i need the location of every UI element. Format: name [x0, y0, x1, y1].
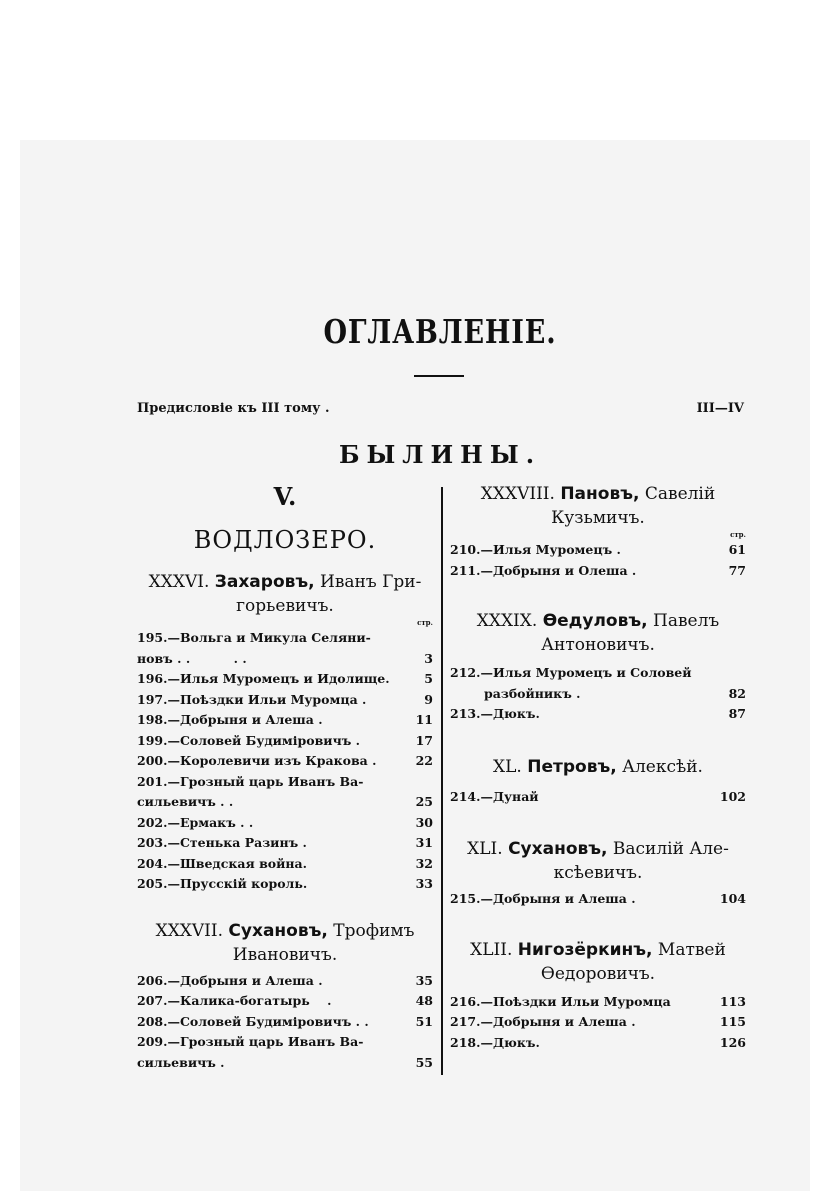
- entry-page: 31: [415, 835, 433, 850]
- page-title: ОГЛАВЛЕНІЕ.: [323, 312, 557, 351]
- list-item: [450, 787, 746, 808]
- entry-title: 214.—Дунай: [450, 788, 539, 804]
- entry-page: 102: [719, 788, 746, 804]
- list-item: [450, 684, 746, 705]
- group-name: Матвей: [652, 939, 726, 960]
- list-item: [137, 874, 433, 895]
- list-item: [450, 540, 746, 561]
- list-item: [137, 772, 433, 793]
- list-item: [137, 669, 433, 690]
- list-item: [450, 889, 746, 910]
- list-item: [137, 813, 433, 834]
- entry-title: сильевичъ . .: [137, 794, 234, 809]
- entry-page: 51: [415, 1013, 433, 1029]
- entry-title: 203.—Стенька Разинъ .: [137, 835, 307, 850]
- entry-title: 218.—Дюкъ.: [450, 1034, 540, 1050]
- entry-title: 216.—Поѣздки Ильи Муромца: [450, 993, 671, 1009]
- group-heading: [137, 919, 433, 943]
- group-heading-line2: горьевичъ.: [236, 596, 334, 616]
- list-item: [450, 1033, 746, 1054]
- group-heading-line2: ксѣевичъ.: [553, 863, 643, 883]
- entry-title: 197.—Поѣздки Ильи Муромца .: [137, 691, 367, 707]
- entry-title: 207.—Калика-богатырь .: [137, 993, 332, 1008]
- group-number: XXXIX.: [476, 611, 538, 631]
- entry-page: 113: [719, 993, 746, 1009]
- entry-title: 210.—Илья Муромецъ .: [450, 542, 621, 557]
- group-name: Иванъ Гри-: [314, 572, 422, 592]
- group-number: XXXVII.: [155, 920, 224, 941]
- region-title: ВОДЛОЗЕРО.: [193, 526, 377, 554]
- list-item: [137, 1032, 433, 1053]
- entry-list: [450, 889, 746, 910]
- page-caption: стр.: [417, 618, 433, 627]
- group-heading: [450, 837, 746, 861]
- entry-title: сильевичъ .: [137, 1054, 225, 1070]
- group-heading: [450, 482, 746, 506]
- title-rule: [414, 375, 464, 377]
- entry-page: 77: [728, 562, 746, 578]
- entry-title: 215.—Добрыня и Алеша .: [450, 891, 636, 906]
- group-name: Павелъ: [647, 611, 720, 631]
- list-item: [450, 704, 746, 725]
- entry-title: 201.—Грозный царь Иванъ Ва-: [137, 773, 364, 789]
- group-heading-line2: Кузьмичъ.: [551, 508, 645, 528]
- list-item: [137, 751, 433, 772]
- list-item: [137, 1012, 433, 1033]
- list-item: [450, 1012, 746, 1033]
- list-item: [137, 991, 433, 1012]
- entry-list: [450, 992, 746, 1054]
- group-name: Трофимъ: [327, 920, 415, 941]
- group-heading: [450, 938, 746, 962]
- list-item: [137, 1053, 433, 1074]
- entry-page: 22: [415, 753, 433, 768]
- entry-title: 199.—Соловей Будиміровичъ .: [137, 732, 361, 748]
- entry-title: 217.—Добрыня и Алеша .: [450, 1014, 636, 1029]
- group-heading: [450, 755, 746, 779]
- group-heading: [450, 609, 746, 633]
- group-heading-line2: Антоновичъ.: [541, 635, 655, 655]
- entry-page: 61: [728, 542, 746, 557]
- entry-title: 204.—Шведская война.: [137, 855, 307, 871]
- right-column: [450, 482, 746, 1053]
- entry-title: 212.—Илья Муромецъ и Соловей: [450, 665, 692, 680]
- entry-page: 17: [415, 732, 433, 748]
- section-title: БЫЛИНЫ.: [338, 440, 542, 469]
- entry-title: 202.—Ермакъ . .: [137, 814, 254, 830]
- list-item: [137, 971, 433, 992]
- group-surname: Пановъ,: [560, 484, 640, 504]
- preface-label: Предисловіе къ III тому .: [137, 401, 330, 416]
- entry-list: [137, 971, 433, 1074]
- entry-list: [450, 663, 746, 725]
- entry-page: 126: [719, 1034, 746, 1050]
- list-item: [137, 854, 433, 875]
- entry-page: 25: [415, 794, 433, 809]
- entry-page: 82: [728, 685, 746, 701]
- list-item: [450, 561, 746, 582]
- entry-list: [450, 540, 746, 581]
- entry-page: 87: [728, 706, 746, 721]
- volume-roman: V.: [273, 482, 297, 511]
- entry-page: 35: [415, 972, 433, 988]
- entry-page: 9: [424, 691, 433, 707]
- list-item: [137, 792, 433, 813]
- group-heading-line2: Ивановичъ.: [232, 944, 338, 965]
- group-surname: Захаровъ,: [214, 572, 315, 592]
- entry-title: 206.—Добрыня и Алеша .: [137, 972, 323, 988]
- group-heading-line2: Ѳедоровичъ.: [540, 963, 656, 984]
- entry-page: 3: [424, 650, 433, 666]
- entry-title: 208.—Соловей Будиміровичъ . .: [137, 1013, 369, 1029]
- group-surname: Сухановъ,: [228, 920, 328, 941]
- group-surname: Нигозёркинъ,: [517, 939, 653, 960]
- entry-page: 104: [719, 891, 746, 906]
- group-number: XLII.: [470, 939, 513, 960]
- group-surname: Сухановъ,: [508, 839, 608, 859]
- group-number: XLI.: [467, 839, 503, 859]
- entry-page: 48: [415, 993, 433, 1008]
- entry-title: 211.—Добрыня и Олеша .: [450, 562, 637, 578]
- entry-title: разбойникъ .: [484, 685, 581, 701]
- list-item: [137, 649, 433, 670]
- entry-title: 196.—Илья Муромецъ и Идолище.: [137, 671, 390, 686]
- group-number: XXXVI.: [148, 572, 210, 592]
- group-number: XL.: [493, 756, 522, 777]
- entry-title: 198.—Добрыня и Алеша .: [137, 712, 323, 727]
- entry-list: [450, 787, 746, 808]
- group-name: Савелій: [639, 484, 716, 504]
- entry-title: 213.—Дюкъ.: [450, 706, 540, 721]
- group-name: Василій Але-: [607, 839, 729, 859]
- group-surname: Петровъ,: [527, 756, 617, 777]
- group-surname: Ѳедуловъ,: [542, 611, 648, 631]
- entry-page: 33: [415, 876, 433, 891]
- list-item: [137, 731, 433, 752]
- list-item: [450, 663, 746, 684]
- column-divider: [441, 487, 443, 1075]
- page-caption: стр.: [730, 530, 746, 539]
- entry-title: 205.—Прусскій король.: [137, 876, 308, 891]
- list-item: [137, 710, 433, 731]
- preface-pages: III—IV: [696, 401, 744, 416]
- entry-title: 195.—Вольга и Микула Селяни-: [137, 630, 371, 645]
- list-item: [137, 628, 433, 649]
- group-name: Алексѣй.: [616, 756, 703, 777]
- left-column: [137, 482, 433, 1073]
- entry-page: 11: [415, 712, 433, 727]
- entry-title: новъ . . . .: [137, 650, 247, 666]
- entry-list: [137, 628, 433, 895]
- entry-title: 200.—Королевичи изъ Кракова .: [137, 753, 377, 768]
- entry-title: 209.—Грозный царь Иванъ Ва-: [137, 1034, 364, 1049]
- entry-page: 5: [424, 671, 433, 686]
- entry-page: 32: [415, 855, 433, 871]
- entry-page: 30: [415, 814, 433, 830]
- list-item: [137, 833, 433, 854]
- entry-page: 115: [719, 1014, 746, 1029]
- list-item: [450, 992, 746, 1013]
- group-number: XXXVIII.: [480, 484, 555, 504]
- list-item: [137, 690, 433, 711]
- group-heading: [137, 570, 433, 594]
- entry-page: 55: [415, 1054, 433, 1070]
